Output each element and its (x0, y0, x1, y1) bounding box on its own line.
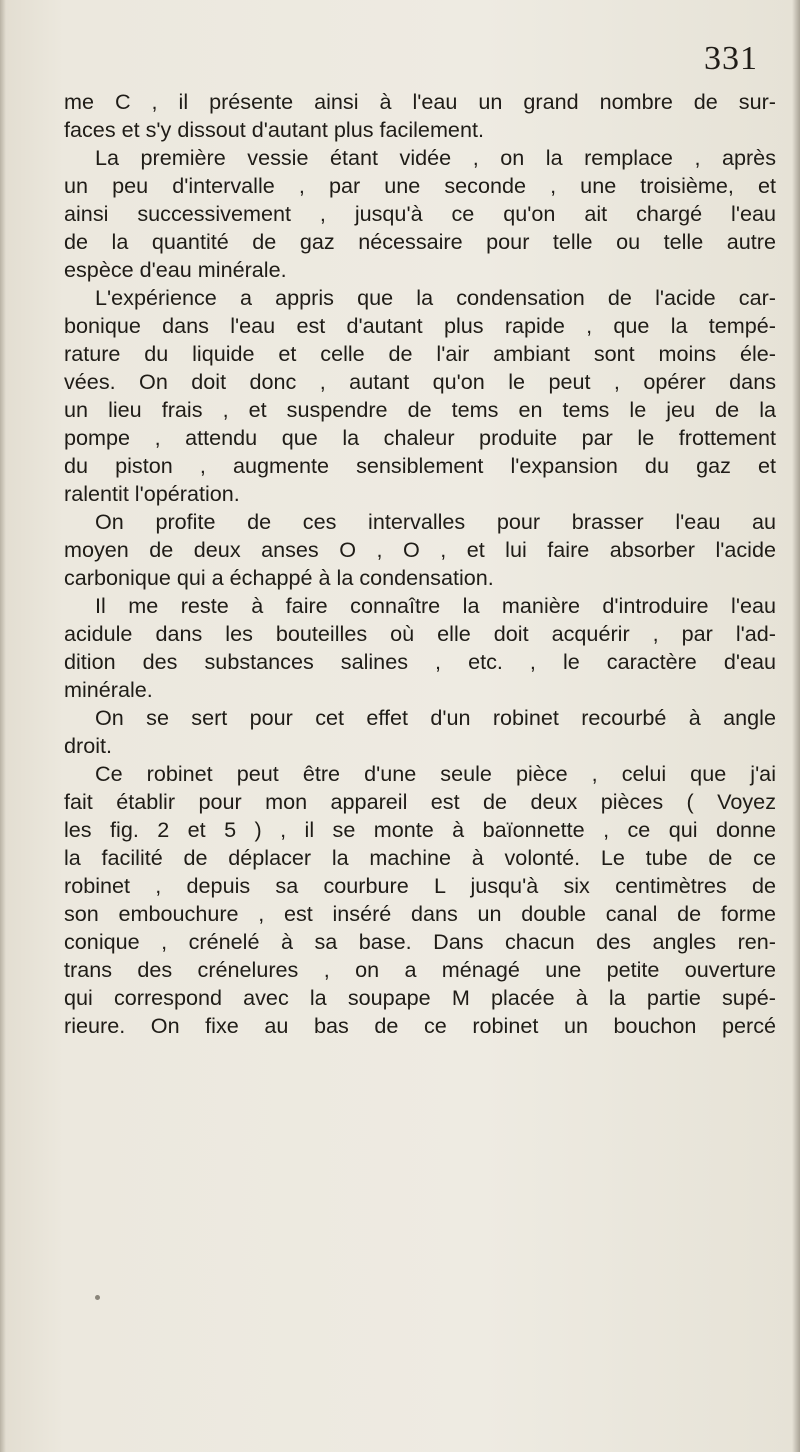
text-line: On profite de ces intervalles pour brasser l'eau au (95, 509, 776, 534)
text-line: bonique dans l'eau est d'autant plus rapide , que la tempé- (64, 313, 776, 338)
text-line: L'expérience a appris que la condensation de l'acide car- (95, 285, 776, 310)
text-line: faces et s'y dissout d'autant plus facilement. (64, 117, 484, 142)
page-edge-shadow-left (0, 0, 6, 1452)
text-line: un peu d'intervalle , par une seconde , une troisième, et (64, 173, 776, 198)
text-line: les fig. 2 et 5 ) , il se monte à baïonnette , ce qui donne (64, 817, 776, 842)
text-line: Ce robinet peut être d'une seule pièce , celui que j'ai (95, 761, 776, 786)
text-line: qui correspond avec la soupape M placée à la partie supé- (64, 985, 776, 1010)
text-line: pompe , attendu que la chaleur produite par le frottement (64, 425, 776, 450)
text-line: Il me reste à faire connaître la manière d'introduire l'eau (95, 593, 776, 618)
text-line: un lieu frais , et suspendre de tems en tems le jeu de la (64, 397, 776, 422)
text-line: rature du liquide et celle de l'air ambiant sont moins éle- (64, 341, 776, 366)
text-line: me C , il présente ainsi à l'eau un grand nombre de sur- (64, 89, 776, 114)
text-line: La première vessie étant vidée , on la remplace , après (95, 145, 776, 170)
text-line: espèce d'eau minérale. (64, 257, 287, 282)
ink-spot (95, 1295, 100, 1300)
text-line: de la quantité de gaz nécessaire pour telle ou telle autre (64, 229, 776, 254)
text-line: la facilité de déplacer la machine à volonté. Le tube de ce (64, 845, 776, 870)
text-line: carbonique qui a échappé à la condensation. (64, 565, 494, 590)
body-text (64, 88, 776, 1040)
text-line: rieure. On fixe au bas de ce robinet un bouchon percé (64, 1013, 776, 1038)
text-line: ainsi successivement , jusqu'à ce qu'on ait chargé l'eau (64, 201, 776, 226)
text-line: vées. On doit donc , autant qu'on le peut , opérer dans (64, 369, 776, 394)
text-line: conique , crénelé à sa base. Dans chacun des angles ren- (64, 929, 776, 954)
text-line: moyen de deux anses O , O , et lui faire absorber l'acide (64, 537, 776, 562)
page-number: 331 (704, 40, 758, 77)
text-line: son embouchure , est inséré dans un double canal de forme (64, 901, 776, 926)
text-line: robinet , depuis sa courbure L jusqu'à six centimètres de (64, 873, 776, 898)
text-line: On se sert pour cet effet d'un robinet recourbé à angle (95, 705, 776, 730)
text-line: fait établir pour mon appareil est de deux pièces ( Voyez (64, 789, 776, 814)
text-line: acidule dans les bouteilles où elle doit acquérir , par l'ad- (64, 621, 776, 646)
text-line: trans des crénelures , on a ménagé une petite ouverture (64, 957, 776, 982)
text-line: droit. (64, 733, 113, 758)
text-line: dition des substances salines , etc. , le caractère d'eau (64, 649, 776, 674)
text-line: du piston , augmente sensiblement l'expansion du gaz et (64, 453, 776, 478)
text-line: minérale. (64, 677, 153, 702)
page-edge-shadow-right (792, 0, 800, 1452)
text-line: ralentit l'opération. (64, 481, 240, 506)
